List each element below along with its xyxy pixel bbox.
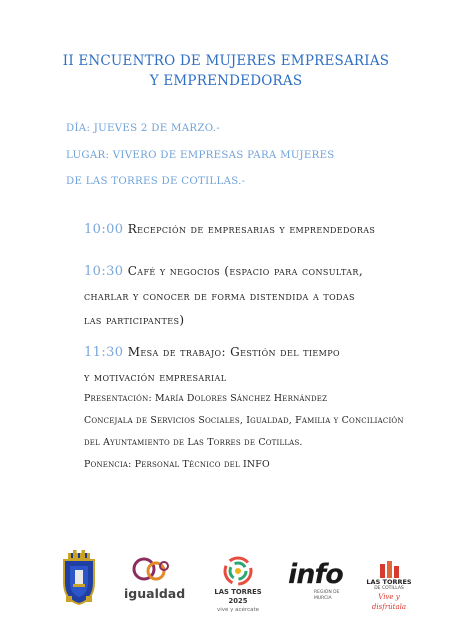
speaker-line: Ponencia: Personal Técnico del INFO — [84, 459, 270, 470]
schedule-item-1000 — [84, 217, 424, 242]
info-sublabel: REGIÓN DE MURCIA — [314, 590, 340, 601]
info-label: info — [288, 559, 343, 590]
igualdad-logo — [124, 556, 186, 604]
event-place-line-2: DE LAS TORRES DE COTILLAS.- — [66, 176, 246, 187]
councillor-line-1: Concejala de Servicios Sociales, Igualdad, Familia y Conciliación — [84, 415, 404, 426]
las-torres-cotillas-logo — [364, 560, 414, 610]
event-date: DÍA: JUEVES 2 DE MARZO.- — [66, 123, 221, 134]
schedule-title: Recepción de empresarias y emprendedoras — [127, 222, 376, 236]
info-murcia-logo — [288, 560, 344, 606]
las-torres-2025-tagline: vive y acércate — [216, 607, 260, 613]
event-title-line-2: Y EMPRENDEDORAS — [149, 73, 303, 89]
las-torres-2025-label: LAS TORRES 2025 — [214, 588, 262, 605]
schedule-time: 10:00 — [84, 222, 124, 237]
coat-of-arms-logo — [60, 548, 98, 606]
las-torres-tagline: Vive y disfrútala — [371, 593, 407, 611]
las-torres-label: LAS TORRES — [366, 578, 412, 586]
event-title — [0, 51, 452, 91]
las-torres-sublabel: DE COTILLAS — [374, 586, 404, 591]
schedule-item-1030 — [84, 259, 424, 332]
schedule-time: 10:30 — [84, 264, 124, 279]
event-place-line-1: LUGAR: VIVERO DE EMPRESAS PARA MUJERES — [66, 150, 335, 161]
schedule-time: 11:30 — [84, 345, 124, 360]
event-title-line-1: II ENCUENTRO DE MUJERES EMPRESARIAS — [62, 53, 390, 69]
las-torres-2025-logo — [206, 554, 270, 612]
presenter-line: Presentación: María Dolores Sánchez Hernández — [84, 393, 328, 404]
schedule-item-1130 — [84, 340, 424, 475]
schedule-text-line: las participantes) — [84, 313, 185, 327]
schedule-text-line: y motivación empresarial — [84, 370, 227, 384]
schedule-title: Café y negocios (espacio para consultar, — [127, 264, 364, 278]
igualdad-label: igualdad — [124, 586, 186, 601]
councillor-line-2: del Ayuntamiento de Las Torres de Cotillas. — [84, 437, 303, 448]
schedule-title: Mesa de trabajo: Gestión del tiempo — [127, 345, 340, 359]
schedule-text-line: charlar y conocer de forma distendida a todas — [84, 289, 355, 303]
